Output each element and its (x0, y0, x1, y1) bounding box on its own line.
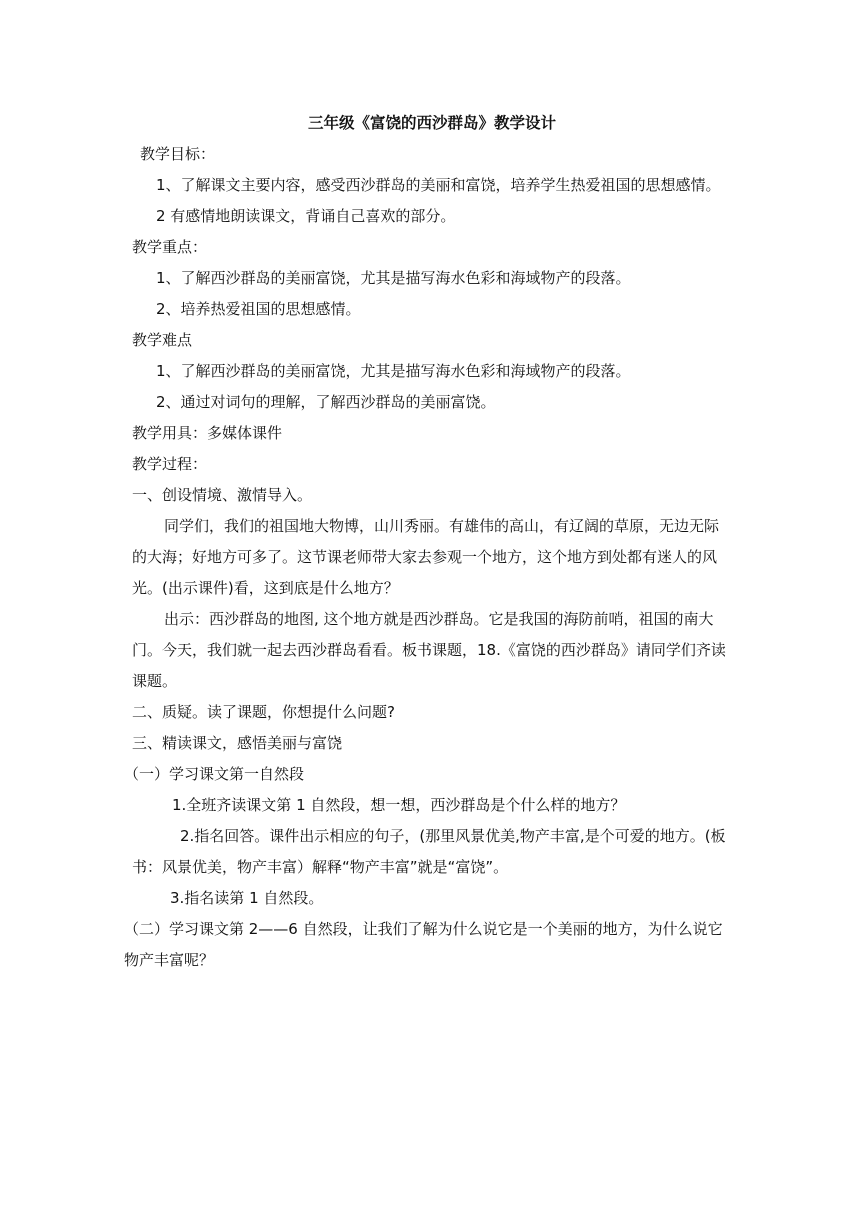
heading-process: 教学过程： (132, 455, 208, 473)
key-point-2: 2、培养热爱祖国的思想感情。 (156, 300, 361, 318)
objective-1: 1、了解课文主要内容，感受西沙群岛的美丽和富饶，培养学生热爱祖国的思想感情。 (156, 176, 721, 194)
heading-key-points: 教学重点： (132, 238, 208, 256)
difficulty-2: 2、通过对词句的理解，了解西沙群岛的美丽富饶。 (156, 393, 496, 411)
section-1-show: 出示：西沙群岛的地图, 这个地方就是西沙群岛。它是我国的海防前哨，祖国的南大门。今天，我们就一起去西沙群岛看看。板书课题，18.《富饶的西沙群岛》请同学们齐读课题。 (132, 610, 726, 690)
key-point-1: 1、了解西沙群岛的美丽富饶，尤其是描写海水色彩和海域物产的段落。 (156, 269, 631, 287)
document-title: 三年级《富饶的西沙群岛》教学设计 (307, 114, 556, 132)
section-1-intro: 同学们，我们的祖国地大物博，山川秀丽。有雄伟的高山，有辽阔的草原，无边无际的大海；好地方可多了。这节课老师带大家去参观一个地方，这个地方到处都有迷人的风光。(出示课件)看，这到底是什么地方？ (132, 517, 720, 597)
subsection-2-heading: （二）学习课文第 2——6 自然段，让我们了解为什么说它是一个美丽的地方，为什么说它物产丰富呢？ (124, 920, 723, 969)
subsection-1-heading: （一）学习课文第一自然段 (124, 765, 305, 783)
teaching-tools: 教学用具：多媒体课件 (132, 424, 283, 442)
document-body (124, 108, 732, 976)
section-1-heading: 一、创设情境、激情导入。 (132, 486, 313, 504)
subsection-1-step-1: 1.全班齐读课文第 1 自然段，想一想，西沙群岛是个什么样的地方？ (172, 796, 626, 814)
objective-2: 2 有感情地朗读课文，背诵自己喜欢的部分。 (156, 207, 456, 225)
subsection-1-step-2: 2.指名回答。课件出示相应的句子，(那里风景优美,物产丰富,是个可爱的地方。(板书：风景优美，物产丰富）解释“物产丰富”就是“富饶”。 (132, 827, 726, 876)
section-2-heading: 二、质疑。读了课题，你想提什么问题? (132, 703, 395, 721)
difficulty-1: 1、了解西沙群岛的美丽富饶，尤其是描写海水色彩和海域物产的段落。 (156, 362, 631, 380)
heading-difficulties: 教学难点 (132, 331, 193, 349)
subsection-1-step-3: 3.指名读第 1 自然段。 (170, 889, 324, 907)
heading-objectives: 教学目标： (140, 145, 216, 163)
section-3-heading: 三、精读课文，感悟美丽与富饶 (132, 734, 343, 752)
